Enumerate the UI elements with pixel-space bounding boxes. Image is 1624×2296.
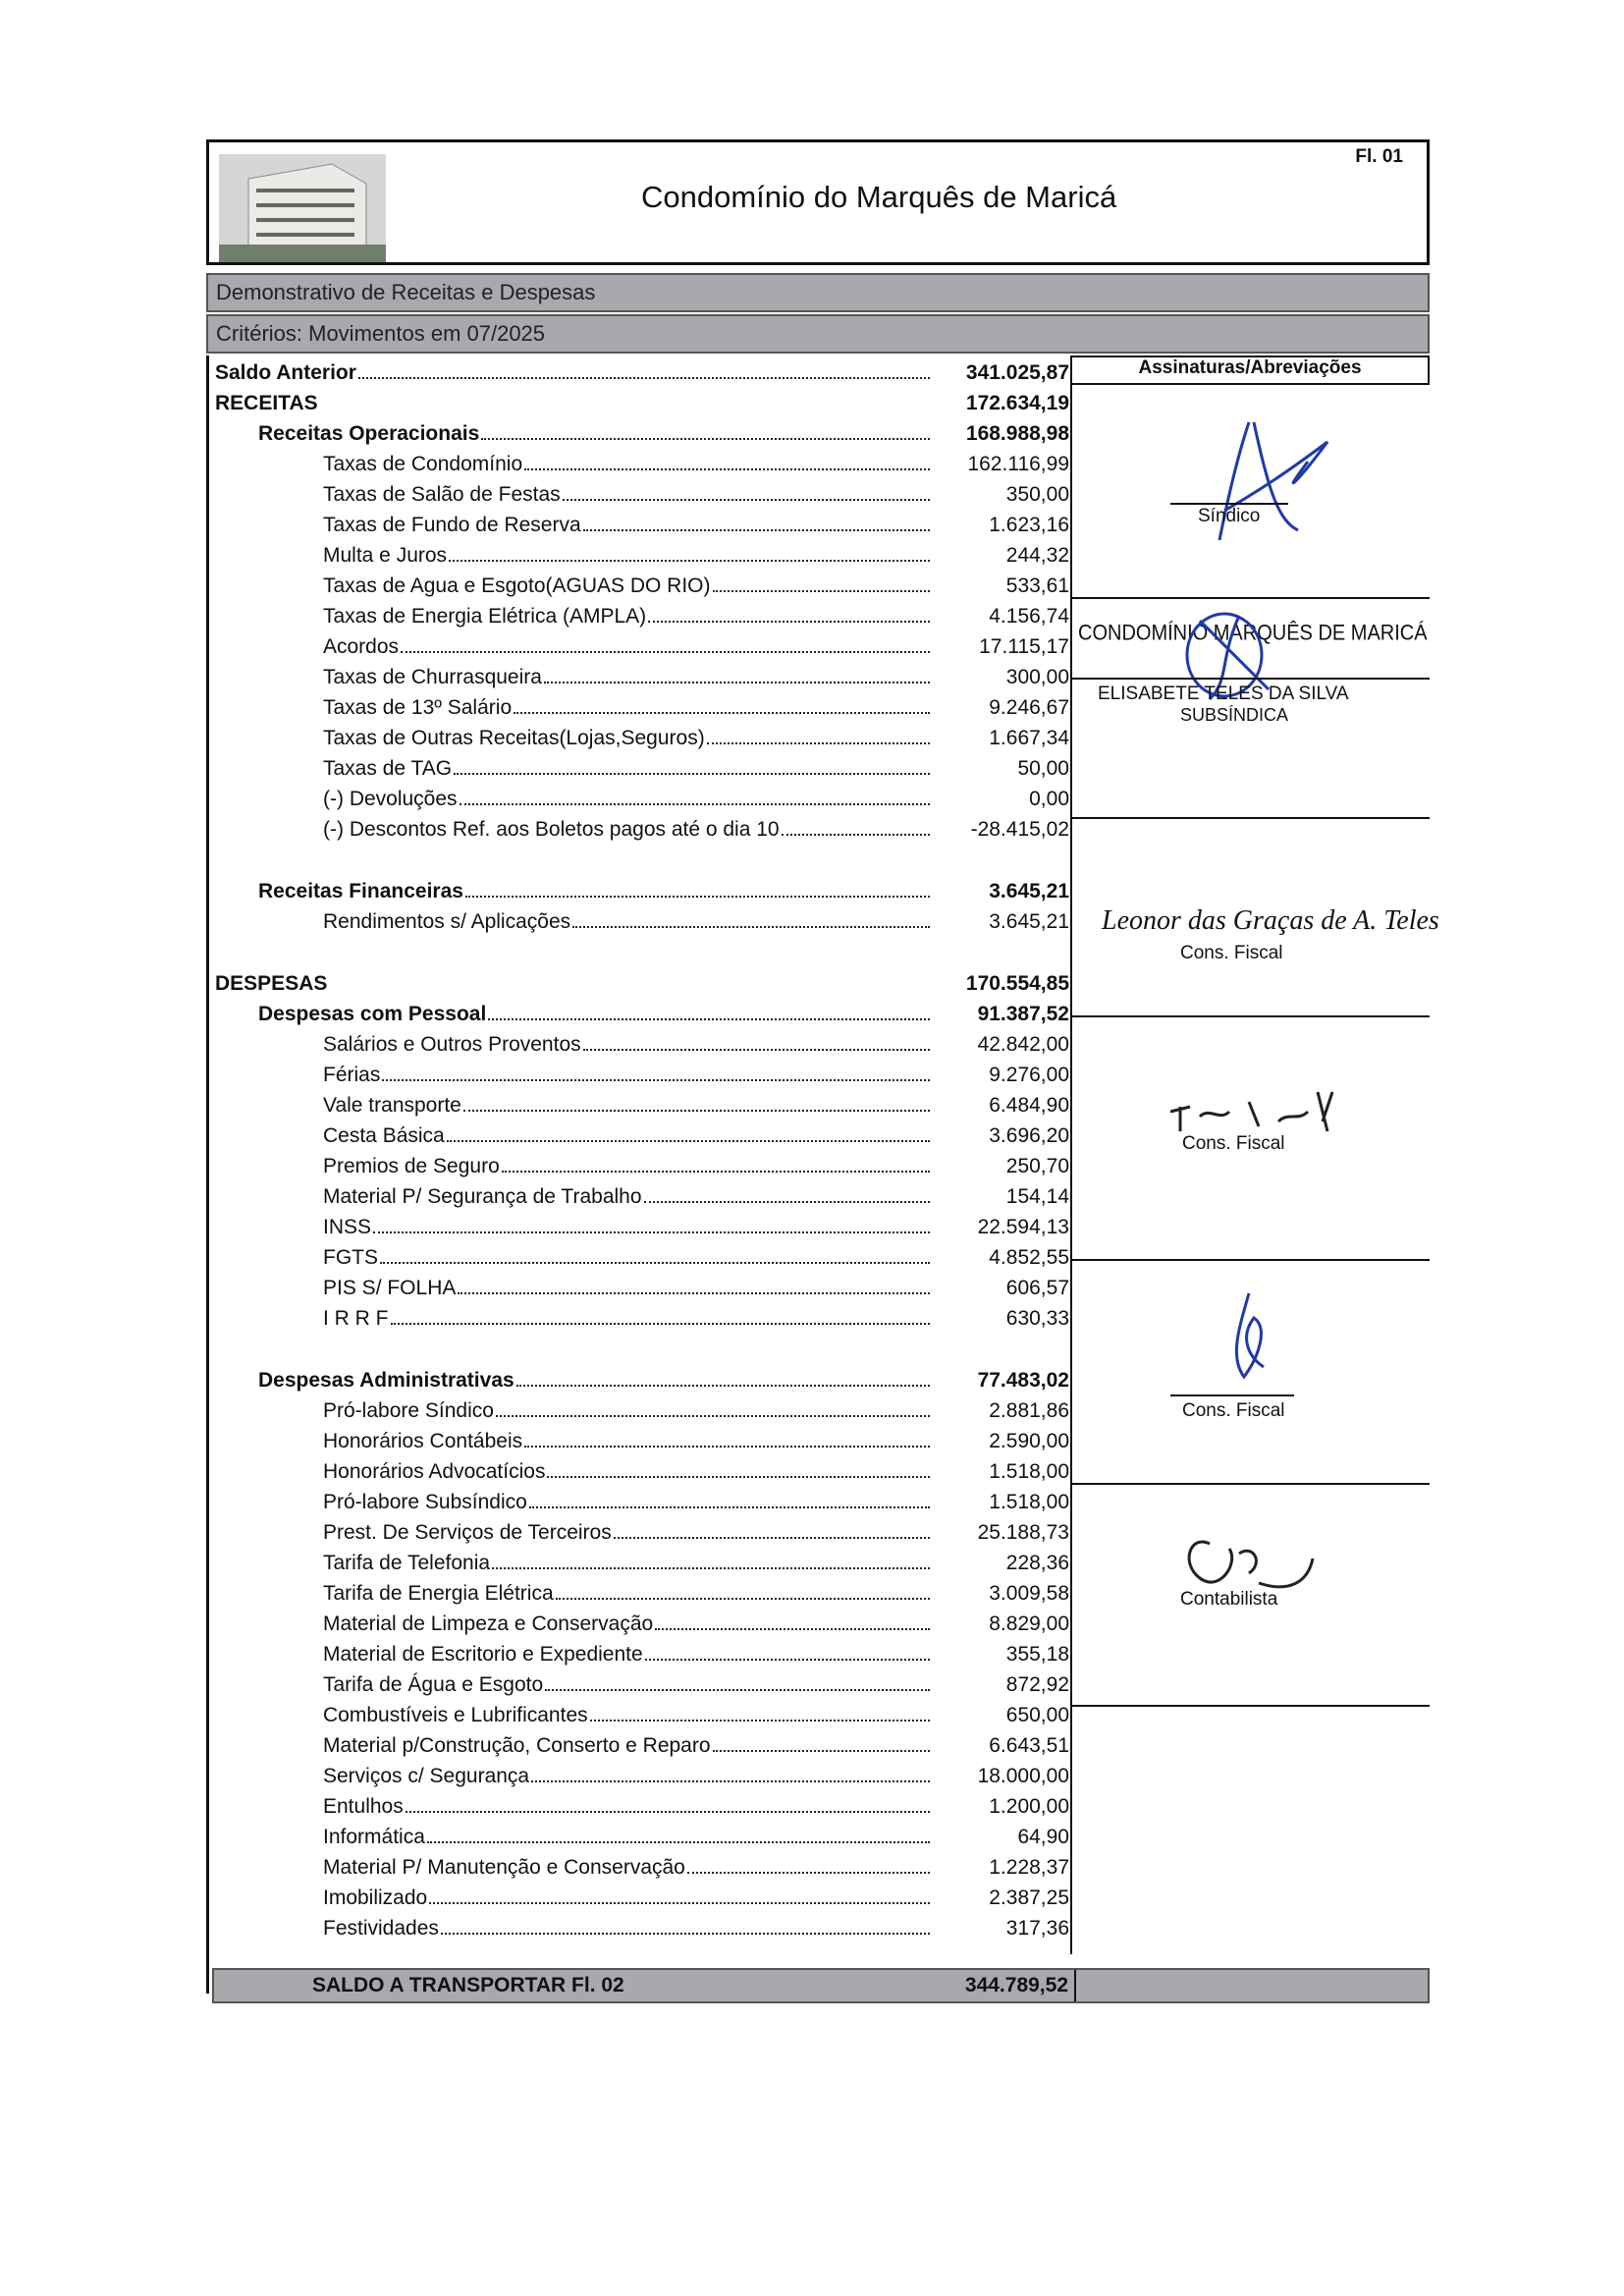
row-label: Tarifa de Telefonia [323,1552,491,1574]
leader-dots [449,559,930,562]
ledger-row [215,1637,1073,1667]
row-value: 2.590,00 [989,1430,1069,1452]
ledger-row [215,1271,1073,1300]
row-value: 2.387,25 [989,1886,1069,1909]
row-value: 50,00 [1017,757,1069,780]
ledger-row [215,1728,1073,1758]
ledger-row [215,660,1073,689]
ledger-row [215,508,1073,537]
ledger-row [215,1454,1073,1484]
row-label: Despesas com Pessoal [258,1003,487,1025]
row-value: 355,18 [1005,1643,1069,1666]
row-label: Material de Limpeza e Conservação [323,1613,654,1635]
leader-dots [373,1230,930,1233]
ledger-row [215,416,1073,446]
subsindico-role: SUBSÍNDICA [1180,705,1289,725]
leader-dots [556,1597,930,1600]
row-label: DESPESAS [215,972,328,995]
row-label: Salários e Outros Proventos [323,1033,581,1056]
sig-divider-3 [1072,1015,1430,1017]
leader-dots [382,1078,930,1081]
row-value: 9.246,67 [989,696,1069,719]
row-value: 172.634,19 [965,392,1069,414]
ledger-row [215,1058,1073,1087]
row-value: 170.554,85 [965,972,1069,995]
ledger-row [215,782,1073,811]
row-value: 244,32 [1005,544,1069,567]
row-value: 1.518,00 [989,1491,1069,1513]
ledger-row [215,1088,1073,1118]
row-label: Taxas de Condomínio [323,453,523,475]
row-value: 630,33 [1005,1307,1069,1330]
signature-column [1072,355,1439,1954]
ledger-row [215,1789,1073,1819]
leader-dots [524,467,930,470]
row-label: Imobilizado [323,1886,428,1909]
row-label: Festividades [323,1917,439,1940]
ledger-row [215,1301,1073,1331]
row-label: Taxas de Churrasqueira [323,666,542,688]
report-sheet [206,139,1439,1996]
ledger-row [215,721,1073,750]
row-label: PIS S/ FOLHA [323,1277,457,1299]
ledger-row [215,874,1073,903]
report-header [206,139,1430,265]
leader-dots [358,376,930,379]
ledger-row [215,966,1073,996]
row-value: 162.116,99 [967,453,1069,475]
row-value: 6.643,51 [989,1734,1069,1757]
leader-dots [391,1322,931,1325]
leader-dots [406,1810,930,1813]
row-label: Férias [323,1064,381,1086]
sig-divider-4 [1072,1259,1430,1261]
leader-dots [514,711,930,714]
ledger-row [215,599,1073,629]
leader-dots [687,1871,930,1874]
fiscal3-label: Cons. Fiscal [1182,1400,1285,1421]
leader-dots [545,1688,930,1691]
row-label: Taxas de Energia Elétrica (AMPLA) [323,605,647,628]
row-label: I R R F [323,1307,389,1330]
ledger-row [215,386,1073,415]
row-label: Tarifa de Energia Elétrica [323,1582,554,1605]
row-value: 168.988,98 [965,422,1069,445]
row-label: Material P/ Segurança de Trabalho [323,1185,642,1208]
ledger-row [215,1546,1073,1575]
row-label: FGTS [323,1246,378,1269]
row-value: 300,00 [1005,666,1069,688]
leader-dots [380,1261,930,1264]
leader-dots [502,1170,930,1173]
row-value: -28.415,02 [970,818,1069,841]
row-value: 64,90 [1017,1826,1069,1848]
report-criteria: Critérios: Movimentos em 07/2025 [206,314,1430,354]
leader-dots [516,1384,930,1387]
leader-dots [645,1658,930,1661]
row-label: Honorários Advocatícios [323,1460,546,1483]
leader-dots [492,1566,930,1569]
row-value: 3.645,21 [989,910,1069,933]
ledger-row [215,997,1073,1026]
row-label: Despesas Administrativas [258,1369,514,1392]
fiscal3-line [1170,1394,1294,1396]
ledger-row [215,569,1073,598]
row-value: 350,00 [1005,483,1069,506]
sig-divider-5 [1072,1483,1430,1485]
leader-dots [463,1109,930,1112]
fiscal2-signature [1161,1082,1347,1141]
leader-dots [563,498,930,501]
leader-dots [648,620,930,623]
sig-divider-2 [1072,817,1430,819]
row-label: RECEITAS [215,392,318,414]
entries-frame [206,355,1073,1994]
leader-dots [441,1932,930,1935]
row-label: Saldo Anterior [215,361,356,384]
footer-label: SALDO A TRANSPORTAR Fl. 02 [312,1974,624,1996]
leader-dots [427,1840,930,1843]
leader-dots [655,1627,930,1630]
ledger-row [215,1424,1073,1453]
row-label: Material P/ Manutenção e Conservação [323,1856,685,1879]
row-value: 25.188,73 [977,1521,1069,1544]
row-value: 872,92 [1005,1673,1069,1696]
row-value: 42.842,00 [977,1033,1069,1056]
row-label: Taxas de 13º Salário [323,696,513,719]
leader-dots [529,1505,930,1508]
row-value: 1.228,37 [989,1856,1069,1879]
ledger-row [215,538,1073,568]
row-label: Taxas de Fundo de Reserva [323,514,581,536]
ledger-row [215,1607,1073,1636]
leader-dots [496,1414,930,1417]
ledger-row [215,1820,1073,1849]
row-value: 4.852,55 [989,1246,1069,1269]
row-value: 154,14 [1005,1185,1069,1208]
report-subtitle: Demonstrativo de Receitas e Despesas [206,273,1430,312]
row-value: 650,00 [1005,1704,1069,1726]
leader-dots [583,1048,930,1051]
row-value: 0,00 [1029,788,1069,810]
stamp-line [1072,678,1430,680]
row-value: 22.594,13 [977,1216,1069,1238]
sindico-label: Síndico [1198,506,1261,526]
leader-dots [544,681,930,683]
row-label: (-) Descontos Ref. aos Boletos pagos até o dia 10 [323,818,780,841]
sig-divider-1 [1072,597,1430,599]
sindico-signature [1161,403,1357,550]
leader-dots [583,528,930,531]
ledger-row [215,447,1073,476]
ledger-row [215,1149,1073,1178]
row-value: 77.483,02 [977,1369,1069,1392]
row-value: 1.623,16 [989,514,1069,536]
row-label: Pró-labore Subsíndico [323,1491,527,1513]
leader-dots [644,1200,930,1203]
row-label: Receitas Operacionais [258,422,480,445]
ledger-row [215,1881,1073,1910]
row-value: 3.009,58 [989,1582,1069,1605]
row-label: Cesta Básica [323,1124,445,1147]
ledger-row [215,904,1073,934]
building-photo [219,154,386,262]
row-value: 6.484,90 [989,1094,1069,1117]
ledger-row [215,690,1073,720]
leader-dots [590,1719,930,1722]
condo-stamp: CONDOMÍNIO MARQUÊS DE MARICÁ [1078,621,1428,646]
row-value: 341.025,87 [965,361,1069,384]
fiscal2-label: Cons. Fiscal [1182,1133,1285,1154]
row-label: INSS [323,1216,372,1238]
leader-dots [524,1445,930,1448]
leader-dots [429,1901,930,1904]
leader-dots [458,1291,930,1294]
ledger-row [215,1759,1073,1788]
ledger-row [215,1576,1073,1606]
row-value: 91.387,52 [977,1003,1069,1025]
ledger-row [215,1119,1073,1148]
ledger-row [215,1698,1073,1727]
row-value: 8.829,00 [989,1613,1069,1635]
footer-separator [1074,1970,1076,2001]
ledger-row [215,1911,1073,1941]
leader-dots [465,895,930,898]
ledger-row [215,355,1073,385]
ledger-row [215,1179,1073,1209]
leader-dots [329,989,930,990]
subsindico-name: ELISABETE TELES DA SILVA [1098,683,1349,704]
footer-value: 344.789,52 [964,1974,1068,1996]
row-label: Rendimentos s/ Aplicações [323,910,571,933]
row-label: Entulhos [323,1795,404,1818]
contabilista-label: Contabilista [1180,1589,1278,1610]
sig-divider-6 [1072,1705,1430,1707]
row-label: Acordos [323,635,400,658]
fiscal1-signature: Leonor das Graças de A. Teles [1102,905,1439,936]
ledger-row [215,477,1073,507]
row-label: Prest. De Serviços de Terceiros [323,1521,612,1544]
row-label: Combustíveis e Lubrificantes [323,1704,588,1726]
leader-dots [707,741,930,744]
ledger-row [215,1850,1073,1880]
row-value: 606,57 [1005,1277,1069,1299]
row-value: 317,36 [1005,1917,1069,1940]
leader-dots [447,1139,930,1142]
row-value: 18.000,00 [977,1765,1069,1787]
ledger-row [215,1515,1073,1545]
row-label: Taxas de Salão de Festas [323,483,561,506]
leader-dots [401,650,930,653]
row-label: Taxas de Outras Receitas(Lojas,Seguros) [323,727,705,749]
fiscal1-label: Cons. Fiscal [1180,943,1283,963]
ledger-row [215,1210,1073,1239]
leader-dots [572,925,930,928]
leader-dots [713,1749,930,1752]
leader-dots [454,772,930,775]
fiscal3-signature [1210,1288,1288,1387]
leader-dots [320,409,930,410]
leader-dots [481,437,930,440]
ledger-row [215,1027,1073,1057]
row-label: (-) Devoluções [323,788,458,810]
row-value: 3.645,21 [989,880,1069,902]
ledger-row [215,1363,1073,1393]
row-label: Taxas de TAG [323,757,453,780]
row-value: 1.518,00 [989,1460,1069,1483]
row-label: Receitas Financeiras [258,880,463,902]
leader-dots [460,802,930,805]
leader-dots [547,1475,930,1478]
leader-dots [713,589,930,592]
leader-dots [614,1536,930,1539]
row-value: 533,61 [1005,574,1069,597]
row-label: Serviços c/ Segurança [323,1765,530,1787]
row-value: 1.200,00 [989,1795,1069,1818]
leader-dots [531,1779,930,1782]
row-label: Vale transporte [323,1094,461,1117]
row-value: 2.881,86 [989,1399,1069,1422]
row-label: Tarifa de Água e Esgoto [323,1673,544,1696]
leader-dots [488,1017,930,1020]
row-value: 1.667,34 [989,727,1069,749]
footer-balance [212,1968,1430,2003]
ledger-row [215,751,1073,781]
row-label: Material p/Construção, Conserto e Reparo [323,1734,711,1757]
row-value: 250,70 [1005,1155,1069,1177]
row-label: Material de Escritorio e Expediente [323,1643,643,1666]
row-value: 228,36 [1005,1552,1069,1574]
row-label: Informática [323,1826,425,1848]
row-label: Multa e Juros [323,544,448,567]
row-label: Honorários Contábeis [323,1430,523,1452]
condo-title: Condomínio do Marquês de Maricá [641,180,1117,214]
row-value: 4.156,74 [989,605,1069,628]
ledger-row [215,1485,1073,1514]
row-value: 9.276,00 [989,1064,1069,1086]
sheet-number: Fl. 01 [1355,146,1403,167]
ledger-row [215,1240,1073,1270]
row-label: Pró-labore Síndico [323,1399,494,1422]
ledger-row [215,812,1073,842]
ledger-row [215,1667,1073,1697]
row-value: 17.115,17 [979,635,1069,658]
signature-header: Assinaturas/Abreviações [1072,355,1430,385]
ledger-row [215,1394,1073,1423]
leader-dots [782,833,930,836]
row-label: Premios de Seguro [323,1155,500,1177]
row-label: Taxas de Agua e Esgoto(AGUAS DO RIO) [323,574,711,597]
sindico-line [1170,503,1288,505]
row-value: 3.696,20 [989,1124,1069,1147]
ledger-row [215,629,1073,659]
